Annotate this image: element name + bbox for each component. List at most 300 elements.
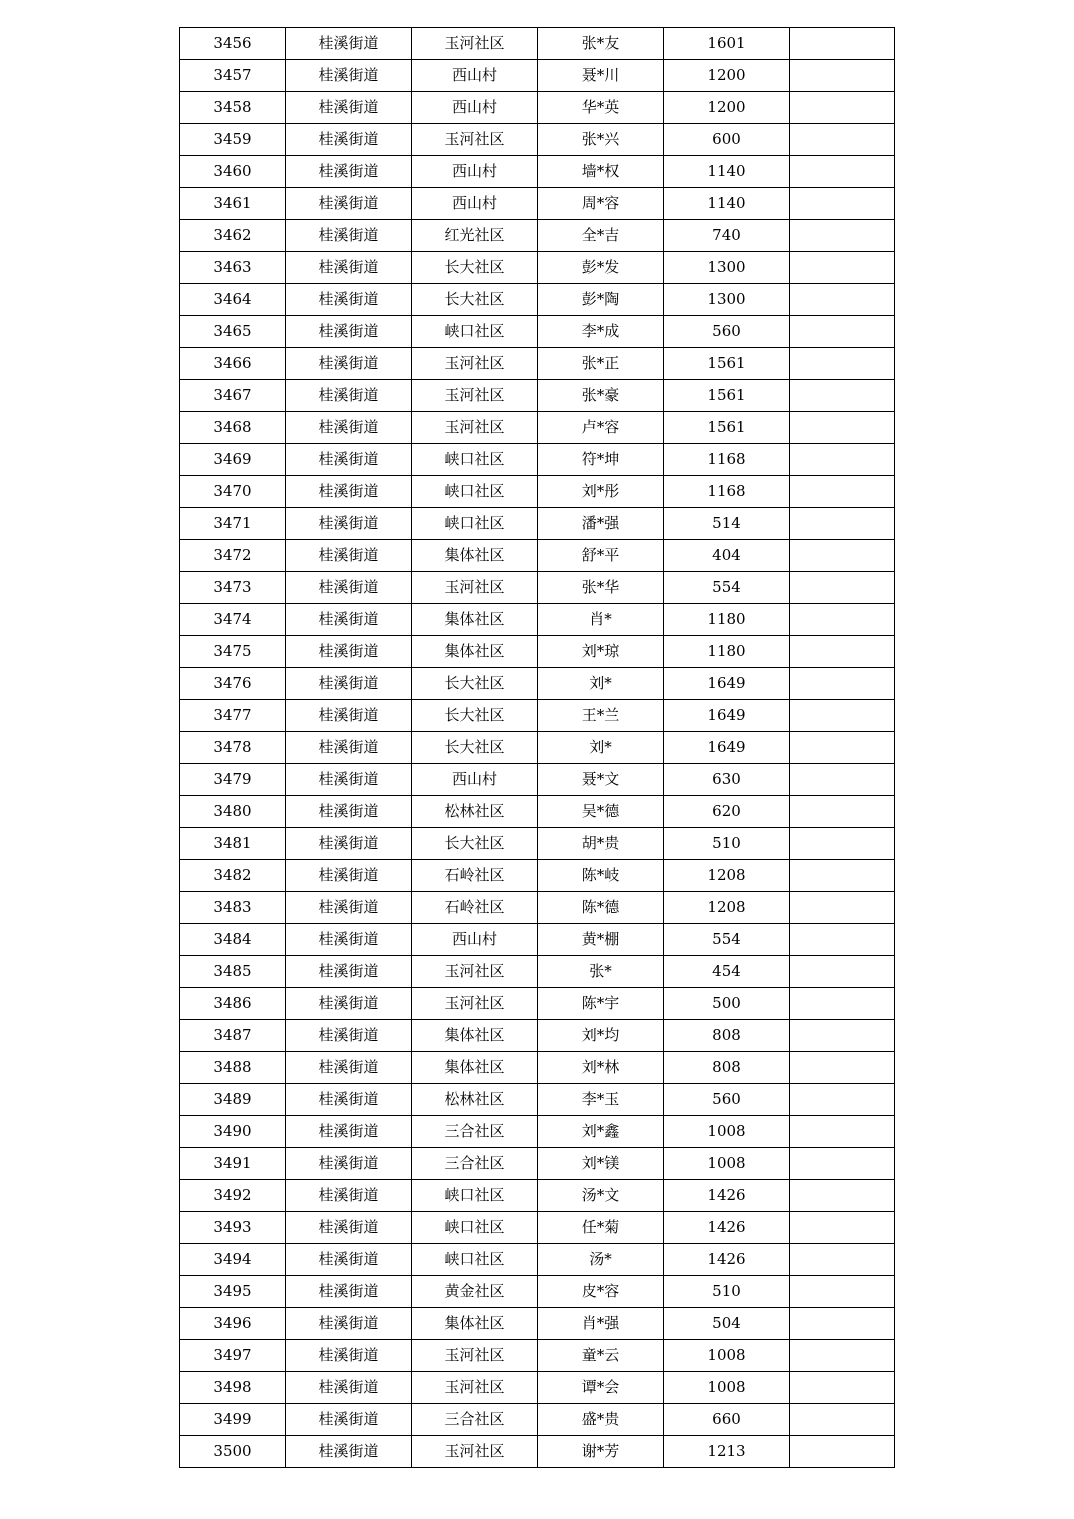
cell-name: 刘*鑫 xyxy=(538,1116,664,1148)
table-row xyxy=(180,60,895,92)
cell-name: 陈*岐 xyxy=(538,860,664,892)
cell-community: 峡口社区 xyxy=(412,444,538,476)
cell-name: 刘* xyxy=(538,668,664,700)
cell-amount: 404 xyxy=(664,540,790,572)
cell-community: 长大社区 xyxy=(412,828,538,860)
cell-remark xyxy=(790,732,895,764)
cell-amount: 1008 xyxy=(664,1340,790,1372)
table-row xyxy=(180,252,895,284)
cell-community: 三合社区 xyxy=(412,1148,538,1180)
cell-subdistrict: 桂溪街道 xyxy=(286,540,412,572)
table-row xyxy=(180,508,895,540)
cell-amount: 1601 xyxy=(664,28,790,60)
cell-subdistrict: 桂溪街道 xyxy=(286,988,412,1020)
cell-name: 刘* xyxy=(538,732,664,764)
cell-community: 石岭社区 xyxy=(412,892,538,924)
cell-serial-number: 3485 xyxy=(180,956,286,988)
cell-name: 张*正 xyxy=(538,348,664,380)
cell-subdistrict: 桂溪街道 xyxy=(286,188,412,220)
cell-amount: 510 xyxy=(664,1276,790,1308)
cell-subdistrict: 桂溪街道 xyxy=(286,732,412,764)
cell-remark xyxy=(790,220,895,252)
cell-name: 汤* xyxy=(538,1244,664,1276)
cell-serial-number: 3462 xyxy=(180,220,286,252)
table-row xyxy=(180,1116,895,1148)
cell-remark xyxy=(790,508,895,540)
cell-name: 符*坤 xyxy=(538,444,664,476)
cell-name: 张* xyxy=(538,956,664,988)
cell-serial-number: 3477 xyxy=(180,700,286,732)
cell-subdistrict: 桂溪街道 xyxy=(286,476,412,508)
table-row xyxy=(180,892,895,924)
cell-name: 谢*芳 xyxy=(538,1436,664,1468)
cell-remark xyxy=(790,412,895,444)
cell-serial-number: 3480 xyxy=(180,796,286,828)
table-row xyxy=(180,476,895,508)
table-row xyxy=(180,1084,895,1116)
cell-remark xyxy=(790,700,895,732)
table-row xyxy=(180,1052,895,1084)
cell-community: 红光社区 xyxy=(412,220,538,252)
cell-remark xyxy=(790,92,895,124)
cell-amount: 1213 xyxy=(664,1436,790,1468)
cell-serial-number: 3473 xyxy=(180,572,286,604)
table-row xyxy=(180,1180,895,1212)
cell-serial-number: 3459 xyxy=(180,124,286,156)
cell-community: 玉河社区 xyxy=(412,412,538,444)
cell-serial-number: 3497 xyxy=(180,1340,286,1372)
table-row xyxy=(180,860,895,892)
table-row xyxy=(180,1244,895,1276)
cell-subdistrict: 桂溪街道 xyxy=(286,1436,412,1468)
cell-community: 集体社区 xyxy=(412,636,538,668)
cell-remark xyxy=(790,28,895,60)
table-row xyxy=(180,1020,895,1052)
cell-remark xyxy=(790,1116,895,1148)
document-page xyxy=(179,27,894,1468)
cell-amount: 600 xyxy=(664,124,790,156)
table-row xyxy=(180,1436,895,1468)
cell-remark xyxy=(790,476,895,508)
cell-subdistrict: 桂溪街道 xyxy=(286,1308,412,1340)
cell-community: 玉河社区 xyxy=(412,1340,538,1372)
data-table xyxy=(179,27,895,1468)
cell-amount: 1008 xyxy=(664,1148,790,1180)
cell-amount: 1426 xyxy=(664,1180,790,1212)
table-row xyxy=(180,1308,895,1340)
cell-remark xyxy=(790,252,895,284)
cell-remark xyxy=(790,796,895,828)
cell-subdistrict: 桂溪街道 xyxy=(286,892,412,924)
cell-remark xyxy=(790,1436,895,1468)
cell-serial-number: 3496 xyxy=(180,1308,286,1340)
cell-community: 西山村 xyxy=(412,92,538,124)
cell-community: 玉河社区 xyxy=(412,572,538,604)
cell-serial-number: 3471 xyxy=(180,508,286,540)
cell-subdistrict: 桂溪街道 xyxy=(286,1020,412,1052)
cell-subdistrict: 桂溪街道 xyxy=(286,28,412,60)
cell-name: 卢*容 xyxy=(538,412,664,444)
cell-subdistrict: 桂溪街道 xyxy=(286,220,412,252)
cell-subdistrict: 桂溪街道 xyxy=(286,316,412,348)
cell-name: 刘*林 xyxy=(538,1052,664,1084)
cell-community: 西山村 xyxy=(412,764,538,796)
table-row xyxy=(180,1148,895,1180)
cell-serial-number: 3494 xyxy=(180,1244,286,1276)
cell-subdistrict: 桂溪街道 xyxy=(286,1404,412,1436)
cell-remark xyxy=(790,828,895,860)
cell-serial-number: 3486 xyxy=(180,988,286,1020)
cell-community: 峡口社区 xyxy=(412,1180,538,1212)
cell-remark xyxy=(790,636,895,668)
cell-community: 玉河社区 xyxy=(412,956,538,988)
cell-community: 长大社区 xyxy=(412,732,538,764)
cell-subdistrict: 桂溪街道 xyxy=(286,1372,412,1404)
table-row xyxy=(180,28,895,60)
cell-name: 肖* xyxy=(538,604,664,636)
cell-serial-number: 3483 xyxy=(180,892,286,924)
cell-subdistrict: 桂溪街道 xyxy=(286,92,412,124)
cell-amount: 1649 xyxy=(664,700,790,732)
cell-serial-number: 3466 xyxy=(180,348,286,380)
cell-community: 西山村 xyxy=(412,924,538,956)
cell-name: 华*英 xyxy=(538,92,664,124)
cell-subdistrict: 桂溪街道 xyxy=(286,1116,412,1148)
cell-amount: 1561 xyxy=(664,348,790,380)
cell-remark xyxy=(790,892,895,924)
cell-remark xyxy=(790,572,895,604)
cell-subdistrict: 桂溪街道 xyxy=(286,828,412,860)
cell-remark xyxy=(790,156,895,188)
cell-remark xyxy=(790,316,895,348)
cell-subdistrict: 桂溪街道 xyxy=(286,1340,412,1372)
cell-subdistrict: 桂溪街道 xyxy=(286,348,412,380)
cell-amount: 1649 xyxy=(664,732,790,764)
table-row xyxy=(180,540,895,572)
cell-subdistrict: 桂溪街道 xyxy=(286,412,412,444)
cell-subdistrict: 桂溪街道 xyxy=(286,156,412,188)
cell-amount: 1180 xyxy=(664,604,790,636)
cell-serial-number: 3484 xyxy=(180,924,286,956)
cell-community: 集体社区 xyxy=(412,604,538,636)
cell-name: 王*兰 xyxy=(538,700,664,732)
cell-remark xyxy=(790,1084,895,1116)
cell-amount: 808 xyxy=(664,1020,790,1052)
cell-remark xyxy=(790,1340,895,1372)
cell-remark xyxy=(790,284,895,316)
cell-community: 长大社区 xyxy=(412,700,538,732)
cell-amount: 1200 xyxy=(664,60,790,92)
table-row xyxy=(180,988,895,1020)
cell-subdistrict: 桂溪街道 xyxy=(286,860,412,892)
cell-community: 集体社区 xyxy=(412,540,538,572)
table-row xyxy=(180,764,895,796)
cell-name: 李*玉 xyxy=(538,1084,664,1116)
cell-name: 皮*容 xyxy=(538,1276,664,1308)
cell-amount: 1426 xyxy=(664,1212,790,1244)
cell-name: 任*菊 xyxy=(538,1212,664,1244)
cell-serial-number: 3498 xyxy=(180,1372,286,1404)
cell-amount: 1008 xyxy=(664,1372,790,1404)
cell-subdistrict: 桂溪街道 xyxy=(286,1052,412,1084)
cell-community: 玉河社区 xyxy=(412,380,538,412)
cell-subdistrict: 桂溪街道 xyxy=(286,668,412,700)
cell-remark xyxy=(790,188,895,220)
cell-name: 聂*文 xyxy=(538,764,664,796)
cell-amount: 740 xyxy=(664,220,790,252)
table-row xyxy=(180,636,895,668)
cell-serial-number: 3476 xyxy=(180,668,286,700)
cell-remark xyxy=(790,1404,895,1436)
cell-subdistrict: 桂溪街道 xyxy=(286,1148,412,1180)
cell-amount: 1140 xyxy=(664,156,790,188)
cell-community: 长大社区 xyxy=(412,284,538,316)
cell-serial-number: 3479 xyxy=(180,764,286,796)
cell-serial-number: 3467 xyxy=(180,380,286,412)
cell-community: 西山村 xyxy=(412,156,538,188)
cell-amount: 504 xyxy=(664,1308,790,1340)
table-row xyxy=(180,348,895,380)
cell-name: 肖*强 xyxy=(538,1308,664,1340)
cell-name: 彭*陶 xyxy=(538,284,664,316)
table-row xyxy=(180,124,895,156)
cell-amount: 1561 xyxy=(664,380,790,412)
cell-amount: 1300 xyxy=(664,284,790,316)
cell-serial-number: 3489 xyxy=(180,1084,286,1116)
cell-subdistrict: 桂溪街道 xyxy=(286,1276,412,1308)
cell-community: 三合社区 xyxy=(412,1404,538,1436)
table-row xyxy=(180,188,895,220)
table-row xyxy=(180,412,895,444)
table-row xyxy=(180,380,895,412)
cell-name: 张*友 xyxy=(538,28,664,60)
cell-subdistrict: 桂溪街道 xyxy=(286,124,412,156)
cell-name: 陈*宇 xyxy=(538,988,664,1020)
cell-remark xyxy=(790,380,895,412)
table-row xyxy=(180,796,895,828)
cell-remark xyxy=(790,1052,895,1084)
cell-name: 全*吉 xyxy=(538,220,664,252)
cell-serial-number: 3490 xyxy=(180,1116,286,1148)
cell-serial-number: 3461 xyxy=(180,188,286,220)
cell-subdistrict: 桂溪街道 xyxy=(286,284,412,316)
cell-remark xyxy=(790,764,895,796)
cell-remark xyxy=(790,860,895,892)
cell-serial-number: 3468 xyxy=(180,412,286,444)
cell-community: 峡口社区 xyxy=(412,1212,538,1244)
cell-remark xyxy=(790,1148,895,1180)
cell-amount: 1140 xyxy=(664,188,790,220)
cell-subdistrict: 桂溪街道 xyxy=(286,604,412,636)
cell-serial-number: 3481 xyxy=(180,828,286,860)
cell-name: 刘*琼 xyxy=(538,636,664,668)
cell-remark xyxy=(790,124,895,156)
table-row xyxy=(180,1372,895,1404)
table-row xyxy=(180,732,895,764)
table-row xyxy=(180,1212,895,1244)
cell-subdistrict: 桂溪街道 xyxy=(286,636,412,668)
cell-remark xyxy=(790,540,895,572)
cell-name: 李*成 xyxy=(538,316,664,348)
cell-community: 集体社区 xyxy=(412,1308,538,1340)
cell-subdistrict: 桂溪街道 xyxy=(286,956,412,988)
cell-name: 张*兴 xyxy=(538,124,664,156)
cell-community: 松林社区 xyxy=(412,796,538,828)
table-row xyxy=(180,572,895,604)
cell-community: 石岭社区 xyxy=(412,860,538,892)
cell-subdistrict: 桂溪街道 xyxy=(286,444,412,476)
cell-serial-number: 3487 xyxy=(180,1020,286,1052)
cell-community: 西山村 xyxy=(412,60,538,92)
cell-amount: 454 xyxy=(664,956,790,988)
cell-serial-number: 3463 xyxy=(180,252,286,284)
cell-community: 玉河社区 xyxy=(412,1372,538,1404)
cell-remark xyxy=(790,1212,895,1244)
cell-serial-number: 3458 xyxy=(180,92,286,124)
cell-subdistrict: 桂溪街道 xyxy=(286,60,412,92)
cell-amount: 1300 xyxy=(664,252,790,284)
cell-serial-number: 3475 xyxy=(180,636,286,668)
cell-community: 黄金社区 xyxy=(412,1276,538,1308)
cell-amount: 500 xyxy=(664,988,790,1020)
cell-remark xyxy=(790,60,895,92)
cell-subdistrict: 桂溪街道 xyxy=(286,796,412,828)
cell-name: 墙*权 xyxy=(538,156,664,188)
table-row xyxy=(180,220,895,252)
table-row xyxy=(180,1340,895,1372)
cell-amount: 1561 xyxy=(664,412,790,444)
cell-serial-number: 3457 xyxy=(180,60,286,92)
cell-community: 三合社区 xyxy=(412,1116,538,1148)
cell-amount: 1649 xyxy=(664,668,790,700)
table-row xyxy=(180,92,895,124)
cell-community: 峡口社区 xyxy=(412,476,538,508)
cell-remark xyxy=(790,1372,895,1404)
cell-community: 集体社区 xyxy=(412,1020,538,1052)
cell-serial-number: 3488 xyxy=(180,1052,286,1084)
table-row xyxy=(180,924,895,956)
cell-serial-number: 3470 xyxy=(180,476,286,508)
cell-name: 吴*德 xyxy=(538,796,664,828)
cell-serial-number: 3499 xyxy=(180,1404,286,1436)
cell-community: 峡口社区 xyxy=(412,1244,538,1276)
cell-amount: 660 xyxy=(664,1404,790,1436)
table-row xyxy=(180,668,895,700)
cell-serial-number: 3495 xyxy=(180,1276,286,1308)
cell-remark xyxy=(790,604,895,636)
cell-amount: 554 xyxy=(664,924,790,956)
cell-community: 玉河社区 xyxy=(412,988,538,1020)
cell-serial-number: 3474 xyxy=(180,604,286,636)
cell-subdistrict: 桂溪街道 xyxy=(286,764,412,796)
cell-serial-number: 3472 xyxy=(180,540,286,572)
cell-community: 峡口社区 xyxy=(412,316,538,348)
cell-community: 集体社区 xyxy=(412,1052,538,1084)
cell-amount: 630 xyxy=(664,764,790,796)
cell-name: 潘*强 xyxy=(538,508,664,540)
cell-remark xyxy=(790,1308,895,1340)
cell-amount: 1200 xyxy=(664,92,790,124)
cell-subdistrict: 桂溪街道 xyxy=(286,924,412,956)
cell-name: 周*容 xyxy=(538,188,664,220)
cell-amount: 808 xyxy=(664,1052,790,1084)
cell-community: 玉河社区 xyxy=(412,348,538,380)
cell-remark xyxy=(790,1020,895,1052)
cell-community: 松林社区 xyxy=(412,1084,538,1116)
table-row xyxy=(180,828,895,860)
cell-community: 西山村 xyxy=(412,188,538,220)
cell-serial-number: 3465 xyxy=(180,316,286,348)
cell-name: 童*云 xyxy=(538,1340,664,1372)
cell-amount: 1426 xyxy=(664,1244,790,1276)
cell-subdistrict: 桂溪街道 xyxy=(286,1180,412,1212)
cell-subdistrict: 桂溪街道 xyxy=(286,1212,412,1244)
cell-amount: 1208 xyxy=(664,892,790,924)
cell-community: 玉河社区 xyxy=(412,28,538,60)
cell-serial-number: 3460 xyxy=(180,156,286,188)
cell-serial-number: 3469 xyxy=(180,444,286,476)
table-row xyxy=(180,156,895,188)
cell-subdistrict: 桂溪街道 xyxy=(286,380,412,412)
table-row xyxy=(180,316,895,348)
cell-subdistrict: 桂溪街道 xyxy=(286,1244,412,1276)
cell-serial-number: 3500 xyxy=(180,1436,286,1468)
cell-name: 谭*会 xyxy=(538,1372,664,1404)
cell-name: 张*华 xyxy=(538,572,664,604)
cell-name: 刘*镁 xyxy=(538,1148,664,1180)
cell-amount: 1180 xyxy=(664,636,790,668)
cell-amount: 560 xyxy=(664,1084,790,1116)
cell-community: 长大社区 xyxy=(412,252,538,284)
cell-community: 玉河社区 xyxy=(412,1436,538,1468)
table-row xyxy=(180,604,895,636)
cell-amount: 1168 xyxy=(664,444,790,476)
cell-serial-number: 3464 xyxy=(180,284,286,316)
cell-amount: 1168 xyxy=(664,476,790,508)
cell-amount: 560 xyxy=(664,316,790,348)
cell-amount: 554 xyxy=(664,572,790,604)
cell-serial-number: 3482 xyxy=(180,860,286,892)
cell-name: 刘*彤 xyxy=(538,476,664,508)
cell-name: 汤*文 xyxy=(538,1180,664,1212)
cell-community: 玉河社区 xyxy=(412,124,538,156)
cell-remark xyxy=(790,1276,895,1308)
cell-amount: 1008 xyxy=(664,1116,790,1148)
cell-name: 胡*贵 xyxy=(538,828,664,860)
cell-serial-number: 3478 xyxy=(180,732,286,764)
cell-name: 舒*平 xyxy=(538,540,664,572)
cell-remark xyxy=(790,348,895,380)
cell-name: 彭*发 xyxy=(538,252,664,284)
cell-name: 聂*川 xyxy=(538,60,664,92)
cell-remark xyxy=(790,1180,895,1212)
cell-name: 黄*棚 xyxy=(538,924,664,956)
cell-amount: 620 xyxy=(664,796,790,828)
cell-name: 盛*贵 xyxy=(538,1404,664,1436)
cell-subdistrict: 桂溪街道 xyxy=(286,700,412,732)
table-row xyxy=(180,1404,895,1436)
table-body xyxy=(180,28,895,1468)
cell-remark xyxy=(790,956,895,988)
cell-remark xyxy=(790,668,895,700)
cell-remark xyxy=(790,924,895,956)
cell-subdistrict: 桂溪街道 xyxy=(286,1084,412,1116)
cell-name: 刘*均 xyxy=(538,1020,664,1052)
cell-name: 张*豪 xyxy=(538,380,664,412)
table-row xyxy=(180,444,895,476)
cell-name: 陈*德 xyxy=(538,892,664,924)
cell-subdistrict: 桂溪街道 xyxy=(286,508,412,540)
